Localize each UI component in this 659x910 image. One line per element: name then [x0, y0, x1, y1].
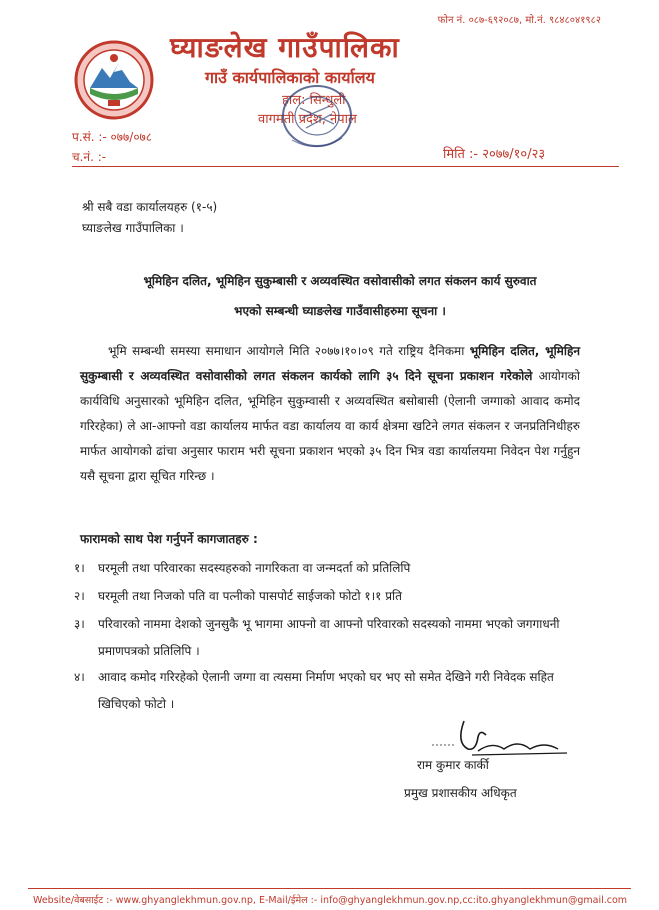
recipient-line-2: घ्याङलेख गाउँपालिका । [82, 221, 184, 235]
subject-line-1: भूमिहिन दलित, भूमिहिन सुकुम्बासी र अव्यवस्थित वसोवासीको लगत संकलन कार्य सुरुवात [143, 274, 537, 288]
organization-name: घ्याङलेख गाउँपालिका [170, 31, 400, 64]
body-paragraph [80, 339, 580, 489]
list-item-number: १। [74, 561, 85, 575]
body-part-1: भूमि सम्बन्धी समस्या समाधान आयोगले मिति २०७७।१०।०९ गते राष्ट्रिय दैनिकमा [108, 344, 470, 358]
signatory-name: राम कुमार कार्की [417, 758, 489, 772]
documents-heading: फारामको साथ पेश गर्नुपर्ने कागजातहरु : [80, 532, 258, 546]
subject-line-2: भएको सम्बन्धी घ्याङलेख गाउँवासीहरुमा सूचना । [234, 304, 446, 318]
list-item-number: ४। [74, 670, 85, 684]
phone-number: फोन नं. ०८७-६९२०८७, मो.नं. ९८४८०४१९८२ [437, 15, 601, 26]
list-item [74, 664, 584, 718]
signatory-title: प्रमुख प्रशासकीय अधिकृत [404, 786, 517, 800]
letterhead-divider [72, 166, 619, 167]
body-part-2: आयोगको कार्यविधि अनुसारको भूमिहिन दलित, भूमिहिन सुकुम्वासी र अव्यवस्थित बसोबासी (ऐलानी जग्गाको आवाद कमोद गरिरहेका) ले आ-आफ्नो वडा कार्यालय मार्फत वडा कार्यालय वा कार्य क्षेत्रमा खटिने लगत संकलन र जनप्रतिनिधीहरु मार्फत आयोगको ढांचा अनुसार फाराम भरी सूचना प्रकाशन भएको ३५ दिन भित्र वडा कार्यालयमा निवेदन पेश गर्नुहुन यसै सूचना द्वारा सूचित गरिन्छ । [80, 369, 580, 483]
list-item-number: ३। [74, 617, 85, 631]
list-item-text: आवाद कमोद गरिरहेको ऐलानी जग्गा वा त्यसमा निर्माण भएको घर भए सो समेत देखिने गरी निवेदक सहित खिचिएको फोटो । [98, 670, 554, 711]
chalani-number: च.नं. :- [72, 150, 107, 164]
footer-divider [28, 888, 631, 889]
list-item [74, 555, 584, 582]
office-name: गाउँ कार्यपालिकाको कार्यालय [205, 68, 375, 87]
list-item-text: घरमूली तथा परिवारका सदस्यहरुको नागरिकता वा जन्मदर्ता को प्रतिलिपि [98, 561, 411, 575]
list-item [74, 583, 584, 610]
recipient-block [82, 197, 217, 239]
patra-sankhya: प.सं. :- ०७७/०७८ [72, 130, 153, 144]
government-emblem-logo [72, 38, 156, 122]
body-bold: भूमिहिन दलित, भूमिहिन सुकुम्बासी र अव्यवस्थित वसोवासीको लगत संकलन कार्यको लागि ३५ दिने सूचना प्रकाशन गरेकोले [80, 344, 580, 383]
office-stamp [272, 78, 362, 158]
address-line-2: वागमती प्रदेश, नेपाल [258, 112, 357, 127]
letter-date: मिति :- २०७७/१०/२३ [443, 147, 546, 162]
list-item-number: २। [74, 589, 85, 603]
subject [80, 266, 600, 326]
list-item-text: घरमूली तथा निजको पति वा पत्नीको पासपोर्ट साईजको फोटो १।१ प्रति [98, 589, 402, 603]
footer-contact: Website/वेबसाईट :- www.ghyanglekhmun.gov.np, E-Mail/ईमेल :- info@ghyanglekhmun.gov.np,cc:ito.ghyanglekhmun@gmail.com [33, 895, 628, 906]
address-line-1: हाल: सिन्धुली [282, 93, 346, 108]
list-item [74, 611, 584, 665]
list-item-text: परिवारको नाममा देशको जुनसुकै भू भागमा आफ्नो वा आफ्नो परिवारको सदस्यको नाममा भएको जगगाधनी प्रमाणपत्रको प्रतिलिपि । [98, 617, 560, 658]
recipient-line-1: श्री सबै वडा कार्यालयहरु (१-५) [82, 200, 218, 214]
